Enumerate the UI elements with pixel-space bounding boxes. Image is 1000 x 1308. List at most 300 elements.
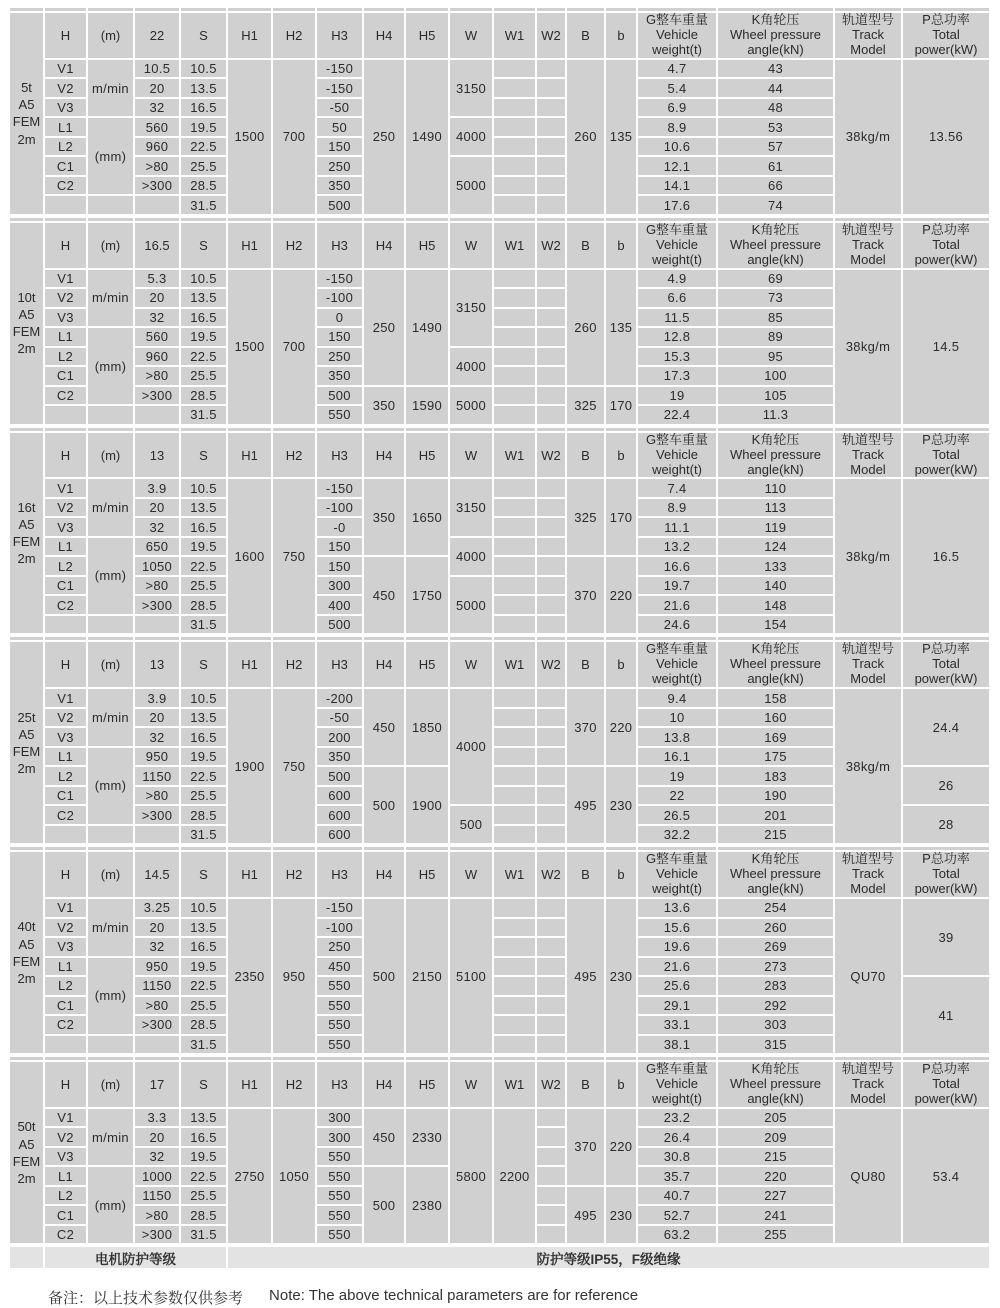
section-divider xyxy=(638,637,716,640)
header-G: G整车重量 Vehicle weight(t) xyxy=(638,1062,716,1107)
cell-S: 22.5 xyxy=(181,1167,226,1185)
cell-W2 xyxy=(537,387,565,405)
header-K: K角轮压 Wheel pressure angle(kN) xyxy=(718,13,833,58)
header-W: W xyxy=(450,642,492,687)
cell-H1: 1500 xyxy=(228,270,271,424)
cell-S: 25.5 xyxy=(181,577,226,595)
section-divider xyxy=(450,218,492,221)
cell-W2 xyxy=(537,958,565,976)
cell-H3: 550 xyxy=(317,406,362,424)
header-H: H xyxy=(45,223,86,268)
cell-H: C2 xyxy=(45,806,86,824)
cell-P: 14.5 xyxy=(903,270,989,424)
section-divider xyxy=(45,847,86,850)
cell-H: V2 xyxy=(45,499,86,517)
cell-S: 31.5 xyxy=(181,406,226,424)
cell-H4: 500 xyxy=(364,1167,404,1243)
cell-W1 xyxy=(494,767,535,785)
cell-K: 255 xyxy=(718,1226,833,1244)
header-W: W xyxy=(450,223,492,268)
cell-W2 xyxy=(537,1167,565,1185)
header-H2: H2 xyxy=(273,642,315,687)
cell-H3: -100 xyxy=(317,289,362,307)
cell-H3: 450 xyxy=(317,958,362,976)
cell-S: 16.5 xyxy=(181,1128,226,1146)
cell-H5: 2330 xyxy=(406,1109,448,1166)
header-m: (m) xyxy=(88,1062,133,1107)
section-divider xyxy=(273,847,315,850)
cell-S: 31.5 xyxy=(181,616,226,634)
header-W1: W1 xyxy=(494,642,535,687)
note-zh: 备注：以上技术参数仅供参考 xyxy=(48,1290,244,1308)
header-W: W xyxy=(450,1062,492,1107)
cell-H: V3 xyxy=(45,938,86,956)
cell-P: 13.56 xyxy=(903,60,989,214)
header-H2: H2 xyxy=(273,852,315,897)
cell-K: 53 xyxy=(718,118,833,136)
cell-W2 xyxy=(537,348,565,366)
cell-m: m/min xyxy=(88,60,133,117)
cell-K: 209 xyxy=(718,1128,833,1146)
cell-track: 38kg/m xyxy=(835,270,901,424)
cell-G: 10 xyxy=(638,709,716,727)
cell-H5: 1490 xyxy=(406,270,448,385)
header-P: P总功率 Total power(kW) xyxy=(903,852,989,897)
cell-S: 22.5 xyxy=(181,767,226,785)
cell-H3: 550 xyxy=(317,1016,362,1034)
cell-G: 19.6 xyxy=(638,938,716,956)
cell-G: 16.6 xyxy=(638,557,716,575)
cell-W1 xyxy=(494,919,535,937)
cell-m: (mm) xyxy=(88,118,133,194)
header-b: b xyxy=(606,433,636,478)
capacity-label: 5t A5 FEM 2m xyxy=(10,13,43,214)
cell-H: V3 xyxy=(45,1148,86,1166)
header-span-value: 22 xyxy=(135,13,179,58)
header-K: K角轮压 Wheel pressure angle(kN) xyxy=(718,852,833,897)
header-H4: H4 xyxy=(364,13,404,58)
cell-H3: -200 xyxy=(317,689,362,707)
section-divider xyxy=(494,847,535,850)
cell-S: 25.5 xyxy=(181,1187,226,1205)
header-m: (m) xyxy=(88,852,133,897)
header-H5: H5 xyxy=(406,852,448,897)
cell-H: C2 xyxy=(45,1226,86,1244)
section-divider xyxy=(835,637,901,640)
section-divider xyxy=(406,8,448,11)
cell-S: 31.5 xyxy=(181,1226,226,1244)
cell-W2 xyxy=(537,118,565,136)
cell-S: 31.5 xyxy=(181,1036,226,1054)
cell-W1 xyxy=(494,997,535,1015)
section-divider xyxy=(364,218,404,221)
cell-H: V3 xyxy=(45,99,86,117)
cell-G: 21.6 xyxy=(638,596,716,614)
cell-W1 xyxy=(494,689,535,707)
section-divider xyxy=(364,428,404,431)
cell-H3: 550 xyxy=(317,1148,362,1166)
section-divider xyxy=(718,8,833,11)
cell-H: C2 xyxy=(45,596,86,614)
section-divider xyxy=(45,637,86,640)
cell-H: L2 xyxy=(45,977,86,995)
header-H1: H1 xyxy=(228,1062,271,1107)
section-divider xyxy=(317,428,362,431)
cell-K: 43 xyxy=(718,60,833,78)
cell-H3: 550 xyxy=(317,1187,362,1205)
cell-H: L1 xyxy=(45,1167,86,1185)
section-divider xyxy=(606,847,636,850)
cell-W2 xyxy=(537,689,565,707)
cell-S: 13.5 xyxy=(181,499,226,517)
cell-K: 133 xyxy=(718,557,833,575)
cell-H3: 550 xyxy=(317,1226,362,1244)
cell-track: 38kg/m xyxy=(835,60,901,214)
cell-val: >300 xyxy=(135,1016,179,1034)
cell-H3: 350 xyxy=(317,748,362,766)
cell-G: 5.4 xyxy=(638,79,716,97)
section-divider xyxy=(606,8,636,11)
cell-G: 8.9 xyxy=(638,118,716,136)
cell-W1 xyxy=(494,899,535,917)
cell-W2 xyxy=(537,60,565,78)
cell-W: 5100 xyxy=(450,899,492,1053)
section-divider xyxy=(10,218,43,221)
cell-val: >300 xyxy=(135,1226,179,1244)
section-divider xyxy=(567,218,604,221)
cell-G: 21.6 xyxy=(638,958,716,976)
cell-val: 32 xyxy=(135,1148,179,1166)
section-divider xyxy=(835,218,901,221)
cell-G: 25.6 xyxy=(638,977,716,995)
header-track: 轨道型号 Track Model xyxy=(835,642,901,687)
header-H4: H4 xyxy=(364,433,404,478)
cell-K: 85 xyxy=(718,309,833,327)
header-b: b xyxy=(606,852,636,897)
cell-S: 28.5 xyxy=(181,1016,226,1034)
cell-W1 xyxy=(494,596,535,614)
header-H3: H3 xyxy=(317,642,362,687)
section-divider xyxy=(903,637,989,640)
header-H1: H1 xyxy=(228,13,271,58)
cell-val xyxy=(135,1036,179,1054)
section-divider xyxy=(317,218,362,221)
cell-H4: 350 xyxy=(364,479,404,555)
cell-G: 52.7 xyxy=(638,1206,716,1224)
cell-b: 230 xyxy=(606,1187,636,1244)
cell-K: 160 xyxy=(718,709,833,727)
cell-W1 xyxy=(494,289,535,307)
header-B: B xyxy=(567,13,604,58)
cell-W: 4000 xyxy=(450,689,492,804)
cell-val: >80 xyxy=(135,997,179,1015)
cell-W1 xyxy=(494,958,535,976)
cell-H xyxy=(45,196,86,214)
cell-H5: 1490 xyxy=(406,60,448,214)
cell-H3: 400 xyxy=(317,596,362,614)
cell-G: 19 xyxy=(638,387,716,405)
section-divider xyxy=(450,1057,492,1060)
cell-S: 22.5 xyxy=(181,557,226,575)
cell-K: 273 xyxy=(718,958,833,976)
section-divider xyxy=(835,8,901,11)
cell-W: 3150 xyxy=(450,270,492,346)
section-divider xyxy=(88,218,133,221)
section-divider xyxy=(228,637,271,640)
cell-K: 215 xyxy=(718,1148,833,1166)
cell-K: 201 xyxy=(718,806,833,824)
header-H: H xyxy=(45,642,86,687)
cell-W2 xyxy=(537,538,565,556)
cell-b: 170 xyxy=(606,387,636,424)
cell-H: L2 xyxy=(45,348,86,366)
cell-W: 4000 xyxy=(450,348,492,385)
cell-W1 xyxy=(494,499,535,517)
cell-K: 110 xyxy=(718,479,833,497)
section-divider xyxy=(494,8,535,11)
header-H5: H5 xyxy=(406,433,448,478)
cell-W1 xyxy=(494,787,535,805)
cell-S: 22.5 xyxy=(181,977,226,995)
section-divider xyxy=(228,847,271,850)
cell-W1 xyxy=(494,196,535,214)
header-W2: W2 xyxy=(537,223,565,268)
cell-B: 325 xyxy=(567,479,604,555)
cell-W1 xyxy=(494,387,535,405)
cell-S: 10.5 xyxy=(181,270,226,288)
header-S: S xyxy=(181,13,226,58)
cell-W2 xyxy=(537,748,565,766)
section-divider xyxy=(567,428,604,431)
cell-H3: 150 xyxy=(317,557,362,575)
cell-W1 xyxy=(494,709,535,727)
header-track: 轨道型号 Track Model xyxy=(835,852,901,897)
header-span-value: 13 xyxy=(135,433,179,478)
cell-S: 10.5 xyxy=(181,689,226,707)
cell-val xyxy=(135,196,179,214)
header-K: K角轮压 Wheel pressure angle(kN) xyxy=(718,1062,833,1107)
cell-K: 105 xyxy=(718,387,833,405)
cell-m xyxy=(88,1036,133,1054)
spec-table-16t xyxy=(8,426,991,636)
cell-W2 xyxy=(537,1206,565,1224)
cell-P: 26 xyxy=(903,767,989,804)
cell-S: 16.5 xyxy=(181,99,226,117)
cell-H4: 350 xyxy=(364,387,404,424)
cell-H5: 2150 xyxy=(406,899,448,1053)
cell-P: 28 xyxy=(903,806,989,843)
cell-m: (mm) xyxy=(88,538,133,614)
cell-K: 119 xyxy=(718,518,833,536)
cell-W2 xyxy=(537,1187,565,1205)
cell-m: (mm) xyxy=(88,748,133,824)
cell-H2: 700 xyxy=(273,60,315,214)
cell-W1 xyxy=(494,406,535,424)
cell-S: 16.5 xyxy=(181,728,226,746)
section-divider xyxy=(606,218,636,221)
header-P: P总功率 Total power(kW) xyxy=(903,1062,989,1107)
cell-K: 227 xyxy=(718,1187,833,1205)
cell-H2: 1050 xyxy=(273,1109,315,1244)
cell-W1 xyxy=(494,577,535,595)
section-divider xyxy=(273,8,315,11)
cell-S: 25.5 xyxy=(181,367,226,385)
spec-table-50t xyxy=(8,1055,991,1245)
cell-H: V1 xyxy=(45,60,86,78)
cell-H3: 300 xyxy=(317,1109,362,1127)
section-divider xyxy=(903,8,989,11)
cell-K: 190 xyxy=(718,787,833,805)
cell-m xyxy=(88,826,133,844)
header-P: P总功率 Total power(kW) xyxy=(903,642,989,687)
cell-P: 53.4 xyxy=(903,1109,989,1244)
header-S: S xyxy=(181,223,226,268)
cell-track: QU70 xyxy=(835,899,901,1053)
cell-W1 xyxy=(494,367,535,385)
section-divider xyxy=(135,218,179,221)
section-divider xyxy=(606,1057,636,1060)
section-divider xyxy=(835,428,901,431)
section-divider xyxy=(364,847,404,850)
cell-H2: 750 xyxy=(273,479,315,633)
cell-P: 41 xyxy=(903,977,989,1053)
section-divider xyxy=(537,847,565,850)
header-S: S xyxy=(181,1062,226,1107)
cell-H3: -50 xyxy=(317,709,362,727)
footer-row xyxy=(8,1245,991,1270)
cell-val: 20 xyxy=(135,1128,179,1146)
cell-H xyxy=(45,616,86,634)
cell-W2 xyxy=(537,1036,565,1054)
cell-K: 11.3 xyxy=(718,406,833,424)
capacity-label: 50t A5 FEM 2m xyxy=(10,1062,43,1243)
cell-K: 158 xyxy=(718,689,833,707)
cell-val: 20 xyxy=(135,709,179,727)
section-divider xyxy=(718,428,833,431)
header-P: P总功率 Total power(kW) xyxy=(903,223,989,268)
section-divider xyxy=(537,1057,565,1060)
header-H3: H3 xyxy=(317,852,362,897)
cell-G: 19 xyxy=(638,767,716,785)
section-divider xyxy=(494,1057,535,1060)
section-divider xyxy=(273,428,315,431)
section-divider xyxy=(88,847,133,850)
cell-W1 xyxy=(494,806,535,824)
section-divider xyxy=(181,428,226,431)
section-divider xyxy=(317,637,362,640)
table-row xyxy=(10,479,989,497)
section-divider xyxy=(364,8,404,11)
cell-H5: 1750 xyxy=(406,557,448,633)
capacity-label: 40t A5 FEM 2m xyxy=(10,852,43,1053)
section-divider xyxy=(638,1057,716,1060)
cell-S: 28.5 xyxy=(181,387,226,405)
cell-m: (mm) xyxy=(88,958,133,1034)
cell-H4: 250 xyxy=(364,270,404,385)
cell-G: 63.2 xyxy=(638,1226,716,1244)
cell-W1 xyxy=(494,518,535,536)
header-H: H xyxy=(45,433,86,478)
cell-W1: 2200 xyxy=(494,1109,535,1244)
cell-S: 10.5 xyxy=(181,60,226,78)
cell-H: C2 xyxy=(45,177,86,195)
cell-H4: 250 xyxy=(364,60,404,214)
cell-W2 xyxy=(537,309,565,327)
section-divider xyxy=(88,637,133,640)
cell-P: 16.5 xyxy=(903,479,989,633)
header-track: 轨道型号 Track Model xyxy=(835,223,901,268)
cell-K: 113 xyxy=(718,499,833,517)
spec-table-sections xyxy=(8,6,991,1245)
cell-val: 950 xyxy=(135,748,179,766)
section-divider xyxy=(537,428,565,431)
cell-val: 1150 xyxy=(135,767,179,785)
cell-W: 4000 xyxy=(450,538,492,575)
cell-H3: 550 xyxy=(317,997,362,1015)
cell-G: 35.7 xyxy=(638,1167,716,1185)
header-W2: W2 xyxy=(537,433,565,478)
cell-S: 19.5 xyxy=(181,328,226,346)
footer-tr xyxy=(10,1247,989,1268)
header-H1: H1 xyxy=(228,433,271,478)
cell-S: 19.5 xyxy=(181,538,226,556)
cell-H: C1 xyxy=(45,157,86,175)
section-divider xyxy=(317,8,362,11)
header-b: b xyxy=(606,642,636,687)
cell-B: 370 xyxy=(567,689,604,765)
cell-W2 xyxy=(537,938,565,956)
header-H2: H2 xyxy=(273,1062,315,1107)
cell-H: L1 xyxy=(45,538,86,556)
section-divider xyxy=(567,1057,604,1060)
cell-W2 xyxy=(537,1148,565,1166)
cell-S: 13.5 xyxy=(181,79,226,97)
cell-H: L2 xyxy=(45,767,86,785)
section-divider xyxy=(606,637,636,640)
note-en: Note: The above technical parameters are for reference xyxy=(269,1287,639,1305)
header-B: B xyxy=(567,433,604,478)
cell-W2 xyxy=(537,1226,565,1244)
cell-val: 650 xyxy=(135,538,179,556)
section-divider xyxy=(45,1057,86,1060)
cell-W1 xyxy=(494,748,535,766)
cell-H3: 600 xyxy=(317,826,362,844)
section-divider xyxy=(835,1057,901,1060)
cell-W2 xyxy=(537,997,565,1015)
section-divider xyxy=(273,218,315,221)
cell-H4: 450 xyxy=(364,689,404,765)
header-H: H xyxy=(45,852,86,897)
cell-K: 205 xyxy=(718,1109,833,1127)
cell-H3: -0 xyxy=(317,518,362,536)
section-divider xyxy=(718,847,833,850)
cell-K: 241 xyxy=(718,1206,833,1224)
cell-H3: 500 xyxy=(317,196,362,214)
capacity-label: 25t A5 FEM 2m xyxy=(10,642,43,843)
cell-B: 260 xyxy=(567,60,604,214)
header-P: P总功率 Total power(kW) xyxy=(903,433,989,478)
cell-K: 254 xyxy=(718,899,833,917)
spec-table-40t xyxy=(8,845,991,1055)
cell-H: L2 xyxy=(45,1187,86,1205)
cell-H2: 950 xyxy=(273,899,315,1053)
cell-H4: 500 xyxy=(364,899,404,1053)
cell-H5: 1650 xyxy=(406,479,448,555)
cell-val: 3.9 xyxy=(135,689,179,707)
cell-K: 175 xyxy=(718,748,833,766)
spec-table-5t xyxy=(8,6,991,216)
header-W1: W1 xyxy=(494,1062,535,1107)
